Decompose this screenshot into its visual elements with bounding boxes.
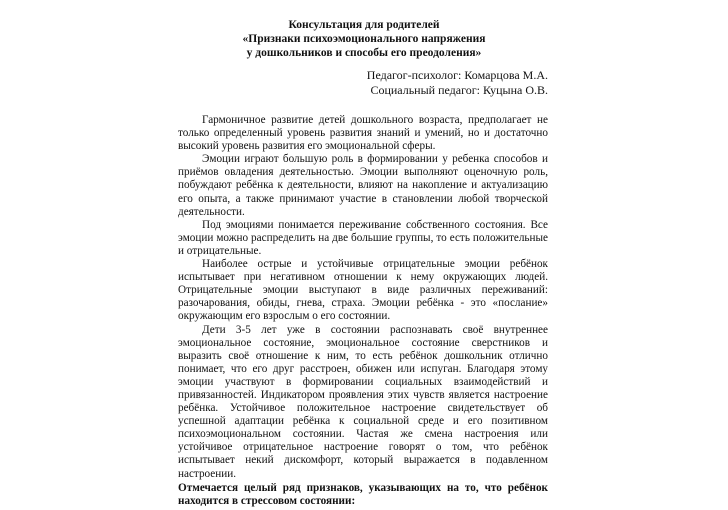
bold-lead-paragraph: Отмечается целый ряд признаков, указывающих на то, что ребёнок находится в стрессовом состоянии:	[178, 481, 548, 507]
title-line: Консультация для родителей	[288, 19, 440, 31]
title-line: «Признаки психоэмоционального напряжения	[242, 33, 486, 45]
document-title	[0, 18, 728, 60]
paragraph: Эмоции играют большую роль в формировании у ребенка способов и приёмов овладения деятельностью. Эмоции выполняют оценочную роль, побуждают ребёнка к деятельности, влияют на накопление и актуализацию его опыта, а также принимают участие в становлении любой творческой деятельности.	[178, 153, 548, 218]
document-body	[178, 114, 548, 508]
paragraph: Под эмоциями понимается переживание собственного состояния. Все эмоции можно распределить на две большие группы, то есть положительные и отрицательные.	[178, 218, 548, 257]
paragraph: Гармоничное развитие детей дошкольного возраста, предполагает не только определенный уровень развития знаний и умений, но и достаточно высокий уровень развития его эмоциональной сферы.	[178, 114, 548, 153]
author-line: Педагог-психолог: Комарцова М.А.	[366, 68, 548, 82]
authors-block	[367, 68, 548, 98]
paragraph: Наиболее острые и устойчивые отрицательные эмоции ребёнок испытывает при негативном отношении к нему окружающих людей. Отрицательные эмоции выступают в виде различных переживаний: разочарования, обиды, гнева, страха. Эмоции ребёнка - это «послание» окружающим его взрослым о его состоянии.	[178, 258, 548, 323]
paragraph: Дети 3-5 лет уже в состоянии распознавать своё внутреннее эмоциональное состояние, эмоциональное состояние сверстников и выразить своё отношение к ним, то есть ребёнок дошкольник отлично понимает, что его друг расстроен, обижен или испуган. Благодаря этому эмоции участвуют в формировании социальных взаимодействий и привязанностей. Индикатором проявления этих чувств является настроение ребёнка. Устойчивое положительное настроение свидетельствует об успешной адаптации ребёнка к социальной среде и его позитивном психоэмоциональном состоянии. Частая же смена настроения или устойчивое отрицательное настроение говорят о том, что ребёнок испытывает некий дискомфорт, который выражается в подавленном настроении.	[178, 323, 548, 480]
title-line: у дошкольников и способы его преодоления»	[246, 47, 482, 59]
author-line: Социальный педагог: Куцына О.В.	[370, 83, 548, 97]
